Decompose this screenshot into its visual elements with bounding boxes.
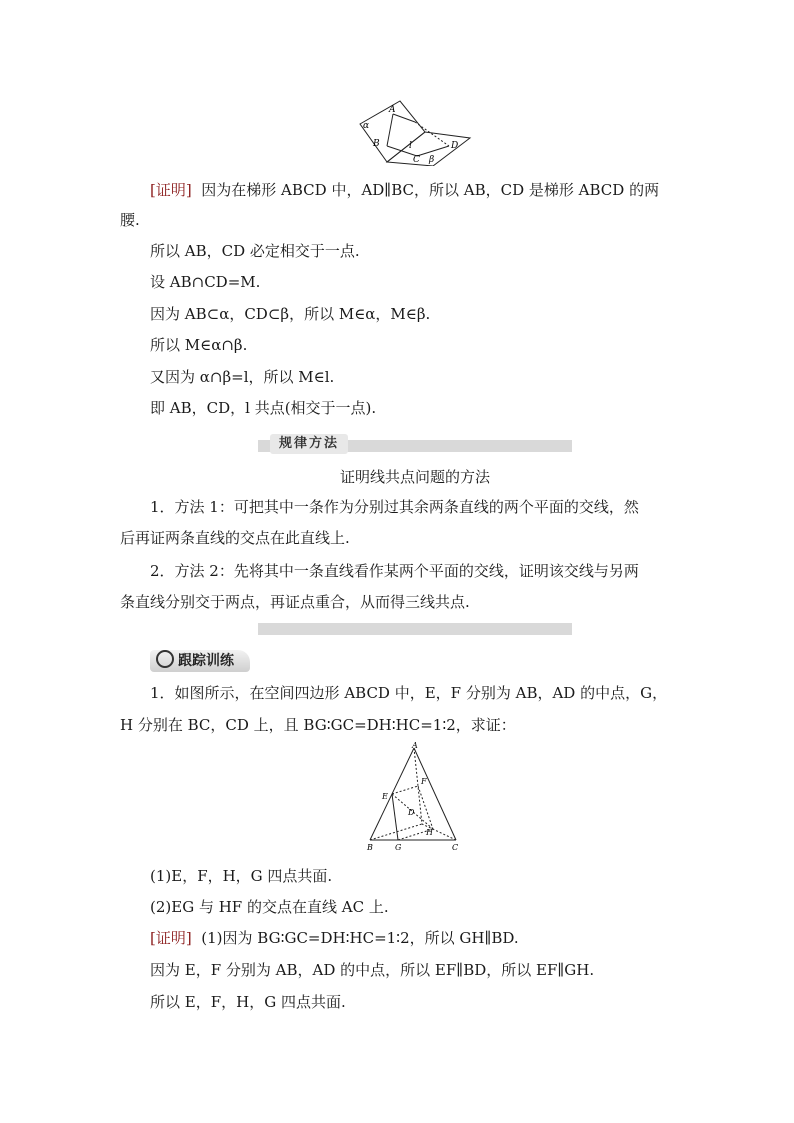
proof1-line-2: 腰. bbox=[120, 211, 140, 229]
training-line-2: H 分别在 BC，CD 上，且 BG∶GC=DH∶HC=1∶2，求证： bbox=[120, 716, 516, 734]
label-A: A bbox=[412, 742, 418, 750]
label-H: H bbox=[426, 828, 433, 837]
training-line-1: 1．如图所示，在空间四边形 ABCD 中，E，F 分别为 AB，AD 的中点，G， bbox=[150, 684, 668, 702]
label-F: F bbox=[421, 777, 427, 786]
question-2: (2)EG 与 HF 的交点在直线 AC 上. bbox=[150, 898, 389, 916]
label-l: l bbox=[409, 141, 412, 151]
label-alpha: α bbox=[363, 121, 370, 131]
label-A: A bbox=[389, 105, 396, 115]
method-line-2: 后再证两条直线的交点在此直线上. bbox=[120, 529, 350, 547]
label-D: D bbox=[451, 141, 459, 151]
label-E: E bbox=[382, 792, 388, 801]
label-C: C bbox=[452, 843, 459, 852]
label-beta: β bbox=[429, 155, 435, 165]
training-label bbox=[150, 650, 250, 672]
method-line-3: 2．方法 2：先将其中一条直线看作某两个平面的交线，证明该交线与另两 bbox=[150, 562, 639, 580]
trapezoid-edge bbox=[387, 114, 393, 146]
segment-EF bbox=[392, 786, 418, 794]
figure-tetrahedron bbox=[360, 742, 465, 858]
label-G: G bbox=[395, 843, 402, 852]
proof1-line-4: 设 AB∩CD=M. bbox=[150, 273, 261, 291]
label-C: C bbox=[413, 155, 420, 165]
proof2-line-3: 所以 E，F，H，G 四点共面. bbox=[150, 993, 346, 1011]
target-icon bbox=[156, 650, 174, 668]
label-D: D bbox=[408, 808, 415, 817]
label-B: B bbox=[373, 139, 380, 149]
proof2-line-1 bbox=[150, 928, 519, 948]
method-title: 证明线共点问题的方法 bbox=[339, 468, 490, 486]
method-line-4: 条直线分别交于两点，再证点重合，从而得三线共点. bbox=[120, 593, 470, 611]
proof-tag: [证明] bbox=[150, 929, 192, 947]
proof-tag: [证明] bbox=[150, 181, 192, 199]
proof-text: 因为在梯形 ABCD 中，AD∥BC，所以 AB，CD 是梯形 ABCD 的两 bbox=[201, 181, 660, 199]
proof1-line-1 bbox=[150, 180, 659, 200]
proof1-line-7: 又因为 α∩β=l，所以 M∈l. bbox=[150, 368, 335, 386]
proof-text: (1)因为 BG∶GC=DH∶HC=1∶2，所以 GH∥BD. bbox=[201, 929, 519, 947]
method-band-label: 规律方法 bbox=[270, 434, 348, 454]
method-line-1: 1．方法 1：可把其中一条作为分别过其余两条直线的两个平面的交线，然 bbox=[150, 498, 639, 516]
section-band-bottom bbox=[258, 623, 572, 635]
segment-EG bbox=[392, 794, 398, 840]
proof2-line-2: 因为 E，F 分别为 AB，AD 的中点，所以 EF∥BD，所以 EF∥GH. bbox=[150, 961, 595, 979]
figure-two-planes bbox=[355, 96, 475, 166]
label-B: B bbox=[367, 843, 373, 852]
proof1-line-5: 因为 AB⊂α，CD⊂β，所以 M∈α，M∈β. bbox=[150, 305, 431, 323]
proof1-line-6: 所以 M∈α∩β. bbox=[150, 336, 248, 354]
proof1-line-3: 所以 AB，CD 必定相交于一点. bbox=[150, 242, 360, 260]
proof1-line-8: 即 AB，CD，l 共点(相交于一点). bbox=[150, 399, 377, 417]
question-1: (1)E，F，H，G 四点共面. bbox=[150, 867, 333, 885]
training-label-text: 跟踪训练 bbox=[178, 653, 234, 669]
